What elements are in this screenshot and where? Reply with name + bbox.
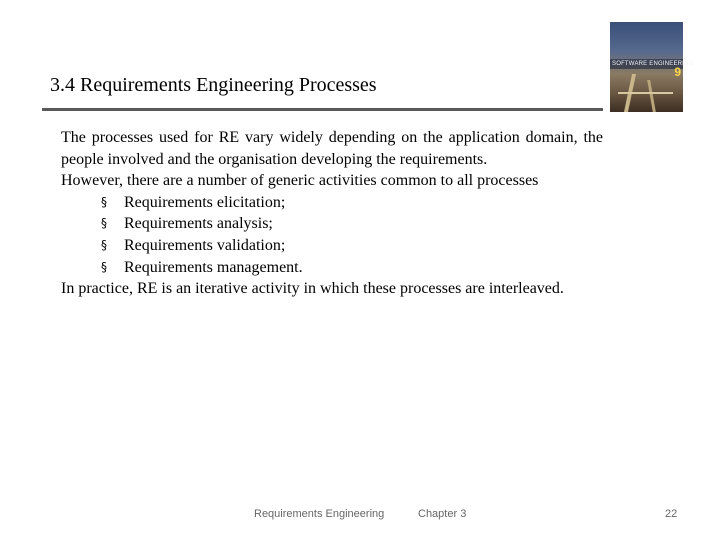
list-item-label: Requirements analysis; [124,215,273,233]
slide-title: 3.4 Requirements Engineering Processes [50,74,377,96]
bullet-icon: § [101,259,107,274]
bullet-icon: § [101,237,107,252]
list-item-label: Requirements validation; [124,236,286,254]
slide-body [61,127,603,300]
list-item-label: Requirements management. [124,258,303,276]
generic-activities-paragraph: However, there are a number of generic activities common to all processes [61,172,539,190]
title-underline [42,108,603,111]
bullet-icon: § [101,216,107,231]
intro-paragraph: The processes used for RE vary widely depending on the application domain, the people involved and the organisation developing the requirements. [61,129,603,168]
book-cover-image [610,22,694,112]
cover-structure [618,92,673,94]
footer-chapter: Chapter 3 [418,508,467,520]
cover-edition: 9 [674,65,681,79]
list-item [61,257,603,279]
bullet-icon: § [101,194,107,209]
list-item [61,192,603,214]
footer-course: Requirements Engineering [254,508,385,520]
cover-title: SOFTWARE ENGINEERING [612,61,694,67]
list-item [61,235,603,257]
page-number: 22 [665,508,678,520]
list-item-label: Requirements elicitation; [124,193,286,211]
cover-structure [647,80,656,112]
list-item [61,213,603,235]
closing-paragraph: In practice, RE is an iterative activity in which these processes are interleaved. [61,280,564,298]
activity-list [61,192,603,278]
